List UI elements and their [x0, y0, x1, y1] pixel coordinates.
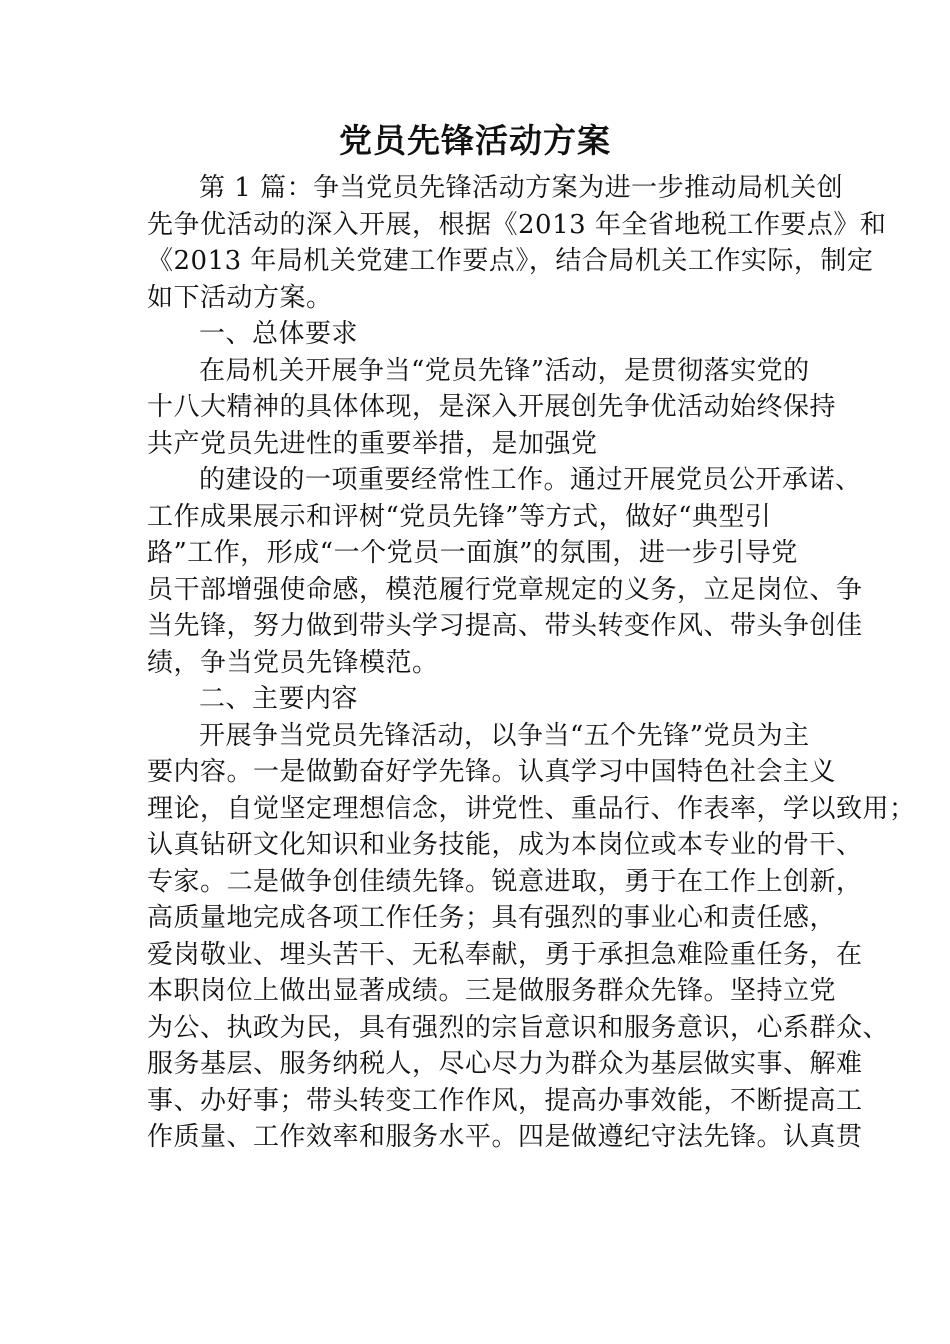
body-line: 先争优活动的深入开展，根据《2013 年全省地税工作要点》和 — [147, 209, 887, 240]
document-body — [147, 170, 916, 1156]
body-line: 专家。二是做争创佳绩先锋。锐意进取，勇于在工作上创新， — [147, 866, 863, 897]
body-line: 开展争当党员先锋活动，以争当“五个先锋”党员为主 — [199, 720, 810, 751]
body-line: 当先锋，努力做到带头学习提高、带头转变作风、带头争创佳 — [147, 611, 863, 641]
body-line: 的建设的一项重要经常性工作。通过开展党员公开承诺、 — [199, 465, 862, 495]
body-line: 高质量地完成各项工作任务；具有强烈的事业心和责任感， — [147, 903, 837, 933]
body-line: 员干部增强使命感，模范履行党章规定的义务，立足岗位、争 — [147, 574, 863, 605]
body-line: 十八大精神的具体体现，是深入开展创先争优活动始终保持 — [147, 392, 837, 422]
body-line: 为公、执政为民，具有强烈的宗旨意识和服务意识，心系群众、 — [147, 1012, 890, 1043]
body-line: 绩，争当党员先锋模范。 — [147, 647, 439, 678]
body-line: 本职岗位上做出显著成绩。三是做服务群众先锋。坚持立党 — [147, 976, 837, 1006]
body-line: 认真钻研文化知识和业务技能，成为本岗位或本专业的骨干、 — [147, 830, 863, 860]
body-line: 要内容。一是做勤奋好学先锋。认真学习中国特色社会主义 — [147, 757, 837, 787]
body-line: 事、办好事；带头转变工作作风，提高办事效能，不断提高工 — [147, 1085, 863, 1116]
body-line: 服务基层、服务纳税人，尽心尽力为群众为基层做实事、解难 — [147, 1049, 863, 1079]
body-line: 共产党员先进性的重要举措，是加强党 — [147, 428, 598, 459]
body-line: 如下活动方案。 — [147, 282, 333, 313]
body-line: 路”工作，形成“一个党员一面旗”的氛围，进一步引导党 — [147, 538, 798, 568]
section-heading-overall-requirements: 一、总体要求 — [199, 319, 359, 349]
body-line: 第 1 篇：争当党员先锋活动方案为进一步推动局机关创 — [199, 173, 844, 203]
body-line: 工作成果展示和评树“党员先锋”等方式，做好“典型引 — [147, 501, 772, 532]
document-title: 党员先锋活动方案 — [339, 121, 611, 160]
body-line: 作质量、工作效率和服务水平。四是做遵纪守法先锋。认真贯 — [147, 1122, 863, 1152]
body-line: 在局机关开展争当“党员先锋”活动，是贯彻落实党的 — [199, 355, 810, 386]
body-line: 爱岗敬业、埋头苦干、无私奉献，勇于承担急难险重任务，在 — [147, 939, 863, 970]
section-heading-main-content: 二、主要内容 — [199, 684, 359, 714]
body-line: 《2013 年局机关党建工作要点》，结合局机关工作实际，制定 — [147, 246, 874, 276]
body-line: 理论，自觉坚定理想信念，讲党性、重品行、作表率，学以致用； — [147, 793, 916, 824]
